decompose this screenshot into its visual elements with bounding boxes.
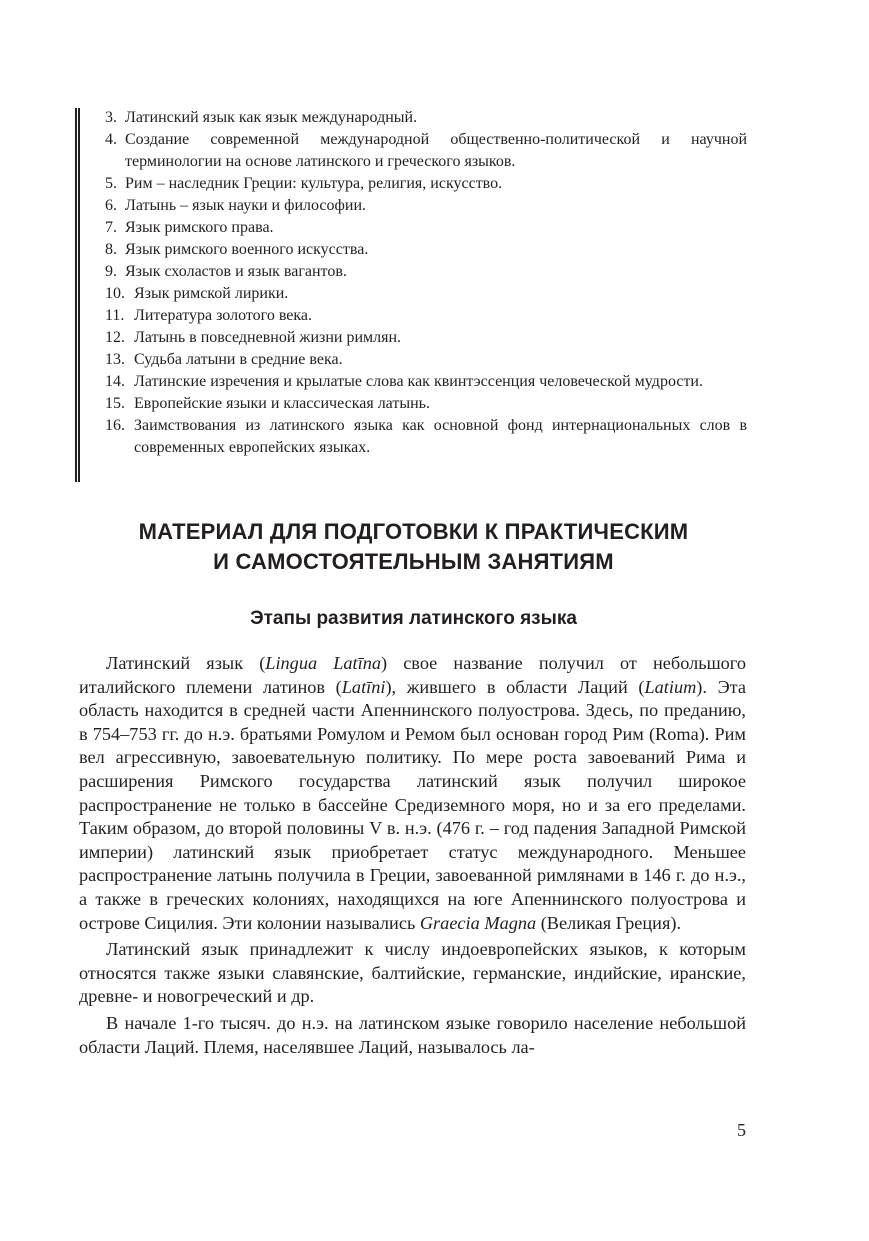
list-item-text: Судьба латыни в средние века.	[134, 351, 343, 368]
text-run: ). Эта область находится в средней части Апеннинского полуострова. Здесь, по преданию, в 754–753 гг. до н.э. братьями Ромулом и Ремом был основан город Рим (Roma). Рим вел агрессивную, завоевательную политику. По мере роста завоеваний Рима и расширения Римского государства латинский язык получил широкое распространение не только в бассейне Средиземного моря, но и за его пределами. Таким образом, до второй половины V в. н.э. (476 г. – год падения Западной Римской империи) латинский язык приобретает статус международного. Меньшее распространение латынь получила в Греции, завоеванной римлянами в 146 г. до н.э., а также в греческих колониях, находящихся на юге Апеннинского полуострова и острове Сицилия. Эти колонии назывались	[79, 676, 747, 933]
list-item-number: 7.	[105, 219, 117, 236]
text-run: ), жившего в области Лаций (	[385, 676, 645, 697]
list-item-text: Латынь – язык науки и философии.	[125, 197, 366, 214]
margin-rule-line	[78, 108, 80, 482]
list-item-text: Создание современной международной общественно-политической и научной терминологии на основе латинского и греческого языков.	[125, 131, 747, 170]
list-item-text: Язык римского военного искусства.	[125, 241, 369, 258]
body-text	[79, 652, 746, 1059]
list-item-number: 14.	[105, 373, 125, 390]
list-item-text: Рим – наследник Греции: культура, религия, искусство.	[125, 175, 503, 192]
topic-list	[105, 107, 747, 459]
list-item	[105, 327, 747, 349]
list-item-number: 16.	[105, 417, 125, 434]
text-run: (Великая Греция).	[536, 912, 682, 933]
margin-rule-line	[75, 108, 77, 482]
list-item-number: 6.	[105, 197, 117, 214]
page-number: 5	[737, 1120, 746, 1140]
list-item-number: 13.	[105, 351, 125, 368]
list-item-number: 5.	[105, 175, 117, 192]
list-item	[105, 195, 747, 217]
list-item	[105, 217, 747, 239]
list-item	[105, 129, 747, 173]
subsection-title: Этапы развития латинского языка	[250, 608, 577, 629]
section-title-line: МАТЕРИАЛ ДЛЯ ПОДГОТОВКИ К ПРАКТИЧЕСКИМ	[138, 519, 689, 544]
paragraph	[79, 652, 746, 935]
list-item	[105, 239, 747, 261]
list-item-number: 12.	[105, 329, 125, 346]
section-title-line: И САМОСТОЯТЕЛЬНЫМ ЗАНЯТИЯМ	[213, 549, 614, 574]
paragraph: В начале 1-го тысяч. до н.э. на латинском языке говорило население небольшой области Лаций. Племя, населявшее Лаций, называлось ла-	[79, 1012, 746, 1057]
list-item-number: 8.	[105, 241, 117, 258]
list-item-text: Латинские изречения и крылатые слова как квинтэссенция человеческой мудрости.	[134, 373, 703, 390]
list-item-number: 10.	[105, 285, 125, 302]
list-item	[105, 173, 747, 195]
list-item-number: 11.	[105, 307, 125, 324]
list-item	[105, 283, 747, 305]
list-item	[105, 371, 747, 393]
list-item	[105, 305, 747, 327]
section-title	[80, 517, 747, 577]
list-item-text: Язык схоластов и язык вагантов.	[125, 263, 347, 280]
list-item-number: 15.	[105, 395, 125, 412]
list-item-text: Литература золотого века.	[134, 307, 313, 324]
latin-term: Latīni	[341, 676, 386, 697]
list-item-text: Язык римского права.	[125, 219, 274, 236]
list-item-text: Язык римской лирики.	[134, 285, 289, 302]
list-item	[105, 107, 747, 129]
list-item-number: 4.	[105, 131, 117, 148]
list-item-text: Заимствования из латинского языка как основной фонд интернациональных слов в современных европейских языках.	[134, 417, 747, 456]
text-run: ) свое название получил от небольшого италийского племени латинов (	[79, 653, 746, 697]
list-item	[105, 349, 747, 371]
margin-double-rule	[75, 108, 79, 482]
list-item	[105, 415, 747, 459]
list-item-number: 9.	[105, 263, 117, 280]
list-item-text: Европейские языки и классическая латынь.	[134, 395, 430, 412]
list-item-number: 3.	[105, 109, 117, 126]
list-item	[105, 393, 747, 415]
latin-term: Lingua Latīna	[265, 653, 381, 673]
list-item-text: Латинский язык как язык международный.	[125, 109, 418, 126]
list-item-text: Латынь в повседневной жизни римлян.	[134, 329, 402, 346]
latin-term: Latium	[644, 676, 697, 697]
latin-term: Graecia Magna	[419, 912, 537, 933]
text-run: Латинский язык (	[106, 653, 266, 673]
paragraph: Латинский язык принадлежит к числу индоевропейских языков, к которым относятся также языки славянские, балтийские, германские, индийские, иранские, древне- и новогреческий и др.	[79, 939, 746, 1007]
list-item	[105, 261, 747, 283]
